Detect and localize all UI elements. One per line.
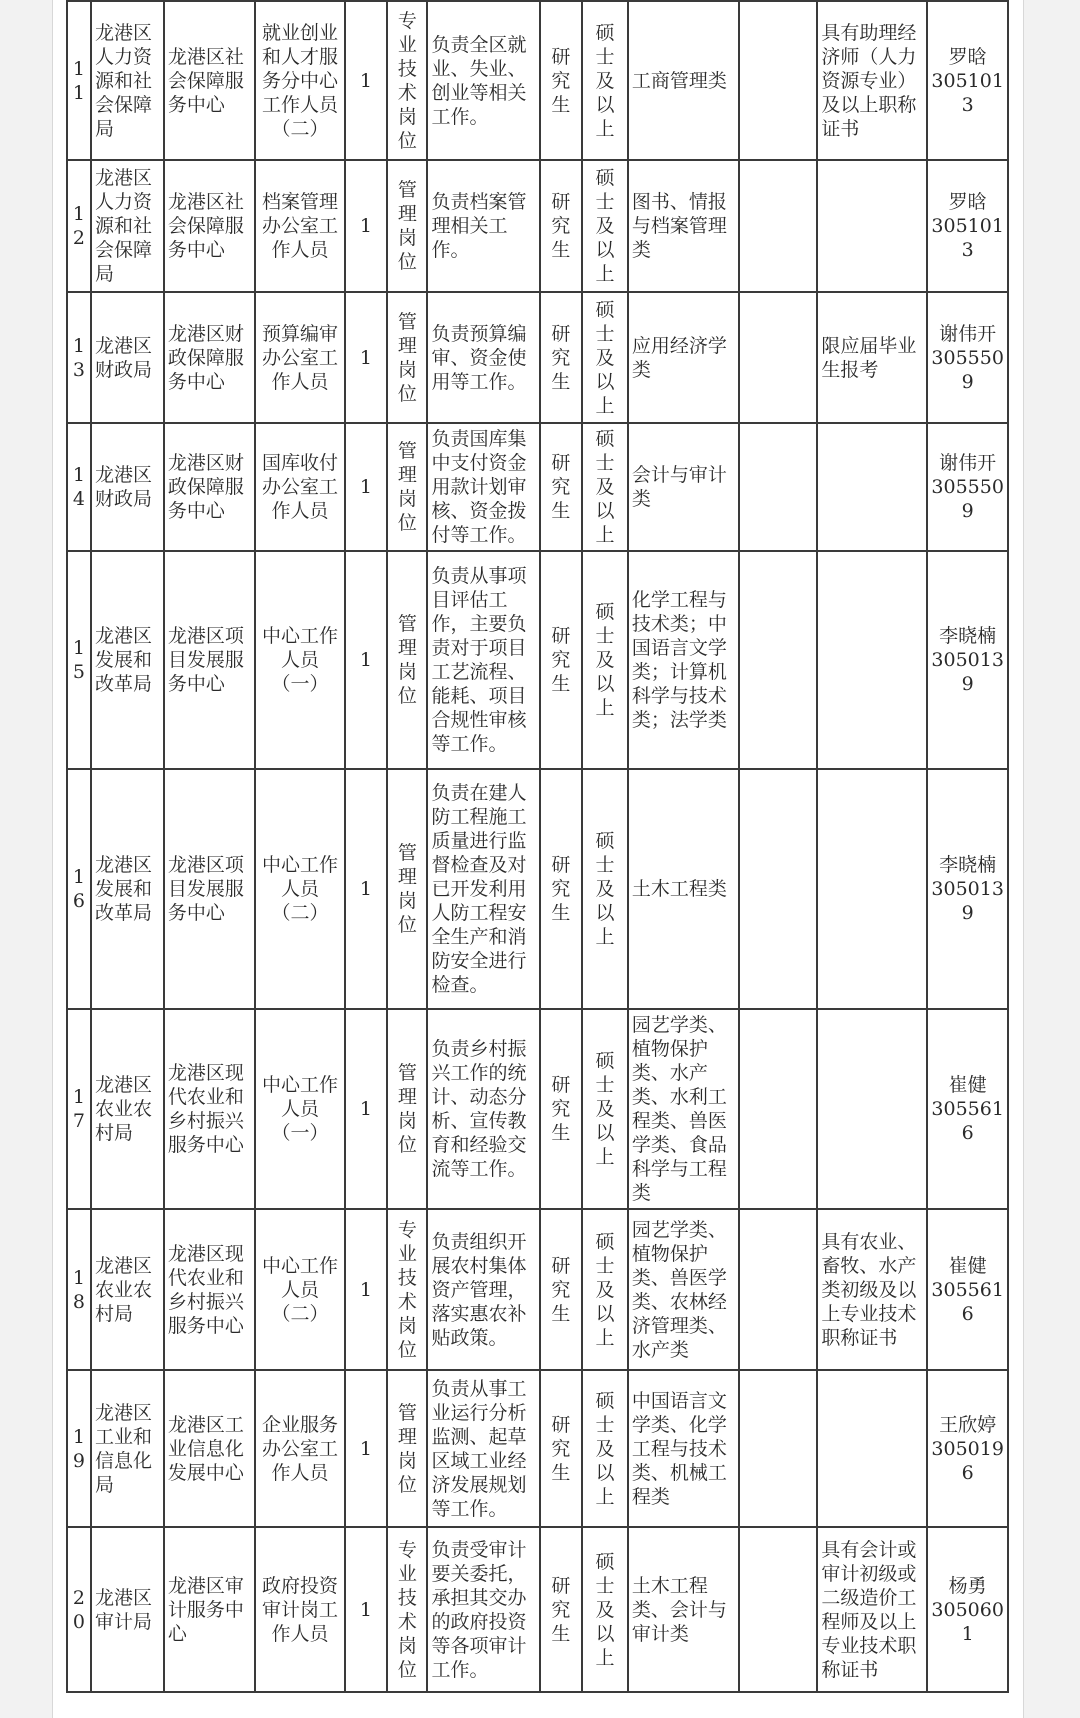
post-type-cell	[387, 769, 427, 1009]
degree-cell	[582, 292, 628, 423]
other-cell	[739, 1009, 817, 1209]
other-cell	[739, 292, 817, 423]
table-row	[67, 423, 1008, 551]
unit-cell: 龙港区工业信息化发展中心	[164, 1370, 255, 1527]
other-cell	[739, 1209, 817, 1370]
duty-cell: 负责从事项目评估工作，主要负责对于项目工艺流程、能耗、项目合规性审核等工作。	[427, 551, 539, 769]
other-cell	[739, 1, 817, 160]
degree-text: 硕士及以上	[595, 830, 615, 948]
contact-phone: 3051013	[931, 215, 1004, 261]
duty-cell: 负责档案管理相关工作。	[427, 160, 539, 292]
row-index: 12	[67, 160, 91, 292]
duty-cell: 负责受审计要关委托，承担其交办的政府投资等各项审计工作。	[427, 1527, 539, 1692]
post-type-text: 管理岗位	[397, 613, 417, 707]
education-cell	[540, 292, 582, 423]
contact-cell	[927, 1209, 1008, 1370]
department-cell: 龙港区农业农村局	[91, 1209, 164, 1370]
post-type-text: 管理岗位	[397, 1401, 417, 1496]
position-cell: 国库收付办公室工作人员	[255, 423, 344, 551]
major-cell: 园艺学类、植物保护类、兽医学类、农林经济管理类、水产类	[628, 1209, 739, 1370]
education-text: 研究生	[551, 191, 571, 261]
degree-cell	[582, 1009, 628, 1209]
unit-cell: 龙港区现代农业和乡村振兴服务中心	[164, 1009, 255, 1209]
degree-cell	[582, 160, 628, 292]
degree-cell	[582, 551, 628, 769]
row-index: 20	[67, 1527, 91, 1692]
contact-name: 崔健	[948, 1074, 987, 1096]
row-index: 18	[67, 1209, 91, 1370]
contact-phone: 3055509	[931, 346, 1004, 393]
position-cell: 企业服务办公室工作人员	[255, 1370, 344, 1527]
major-cell: 会计与审计类	[628, 423, 739, 551]
requirement-cell: 限应届毕业生报考	[817, 292, 927, 423]
contact-phone: 3050139	[931, 649, 1004, 695]
education-cell	[540, 551, 582, 769]
other-cell	[739, 551, 817, 769]
contact-phone: 3055616	[931, 1098, 1004, 1144]
table-row	[67, 1370, 1008, 1527]
education-text: 研究生	[551, 452, 571, 522]
table-row	[67, 769, 1008, 1009]
department-cell: 龙港区发展和改革局	[91, 551, 164, 769]
education-cell	[540, 1209, 582, 1370]
contact-phone: 3050601	[931, 1598, 1004, 1645]
post-type-cell	[387, 160, 427, 292]
post-type-cell	[387, 423, 427, 551]
post-type-text: 管理岗位	[397, 440, 417, 534]
degree-cell	[582, 423, 628, 551]
post-type-text: 专业技术岗位	[397, 1538, 417, 1681]
degree-text: 硕士及以上	[595, 21, 615, 140]
contact-cell	[927, 423, 1008, 551]
contact-name: 罗晗	[948, 45, 987, 68]
major-cell: 化学工程与技术类；中国语言文学类；计算机科学与技术类；法学类	[628, 551, 739, 769]
contact-name: 杨勇	[948, 1574, 987, 1597]
row-index: 15	[67, 551, 91, 769]
table-row	[67, 1, 1008, 160]
other-cell	[739, 423, 817, 551]
major-cell: 图书、情报与档案管理类	[628, 160, 739, 292]
requirement-cell	[817, 769, 927, 1009]
duty-cell: 负责预算编审、资金使用等工作。	[427, 292, 539, 423]
degree-text: 硕士及以上	[595, 167, 615, 285]
other-cell	[739, 1527, 817, 1692]
degree-text: 硕士及以上	[595, 601, 615, 719]
requirement-cell	[817, 1009, 927, 1209]
degree-cell	[582, 1209, 628, 1370]
contact-phone: 3051013	[931, 69, 1004, 116]
contact-name: 罗晗	[948, 191, 987, 213]
post-type-text: 专业技术岗位	[397, 9, 417, 152]
row-index: 17	[67, 1009, 91, 1209]
education-text: 研究生	[551, 322, 571, 393]
contact-phone: 3050196	[931, 1437, 1004, 1484]
education-text: 研究生	[551, 1074, 571, 1144]
row-index: 13	[67, 292, 91, 423]
department-cell: 龙港区人力资源和社会保障局	[91, 1, 164, 160]
position-cell: 政府投资审计岗工作人员	[255, 1527, 344, 1692]
count-cell: 1	[345, 1209, 387, 1370]
department-cell: 龙港区财政局	[91, 423, 164, 551]
contact-phone: 3050139	[931, 878, 1004, 924]
table-row	[67, 551, 1008, 769]
major-cell: 土木工程类	[628, 769, 739, 1009]
contact-name: 王欣婷	[939, 1413, 997, 1436]
post-type-cell	[387, 551, 427, 769]
position-cell: 中心工作人员（一）	[255, 551, 344, 769]
table-row	[67, 1209, 1008, 1370]
count-cell: 1	[345, 551, 387, 769]
other-cell	[739, 160, 817, 292]
table-row	[67, 1527, 1008, 1692]
degree-text: 硕士及以上	[595, 1050, 615, 1168]
row-index: 16	[67, 769, 91, 1009]
degree-text: 硕士及以上	[595, 428, 615, 546]
education-cell	[540, 160, 582, 292]
contact-phone: 3055509	[931, 476, 1004, 522]
education-cell	[540, 769, 582, 1009]
row-index: 19	[67, 1370, 91, 1527]
post-type-text: 管理岗位	[397, 1062, 417, 1156]
position-cell: 就业创业和人才服务分中心工作人员（二）	[255, 1, 344, 160]
contact-cell	[927, 1, 1008, 160]
count-cell: 1	[345, 423, 387, 551]
table-row	[67, 1009, 1008, 1209]
department-cell: 龙港区工业和信息化局	[91, 1370, 164, 1527]
duty-cell: 负责全区就业、失业、创业等相关工作。	[427, 1, 539, 160]
duty-cell: 负责组织开展农村集体资产管理，落实惠农补贴政策。	[427, 1209, 539, 1370]
count-cell: 1	[345, 1009, 387, 1209]
unit-cell: 龙港区现代农业和乡村振兴服务中心	[164, 1209, 255, 1370]
requirement-cell: 具有农业、畜牧、水产类初级及以上专业技术职称证书	[817, 1209, 927, 1370]
count-cell: 1	[345, 769, 387, 1009]
position-cell: 档案管理办公室工作人员	[255, 160, 344, 292]
department-cell: 龙港区发展和改革局	[91, 769, 164, 1009]
major-cell: 中国语言文学类、化学工程与技术类、机械工程类	[628, 1370, 739, 1527]
post-type-text: 管理岗位	[397, 310, 417, 405]
degree-cell	[582, 1370, 628, 1527]
duty-cell: 负责在建人防工程施工质量进行监督检查及对已开发利用人防工程安全生产和消防安全进行检查。	[427, 769, 539, 1009]
table-row	[67, 160, 1008, 292]
contact-cell	[927, 1009, 1008, 1209]
department-cell: 龙港区农业农村局	[91, 1009, 164, 1209]
duty-cell: 负责国库集中支付资金用款计划审核、资金拨付等工作。	[427, 423, 539, 551]
post-type-text: 专业技术岗位	[397, 1218, 417, 1361]
position-cell: 中心工作人员（二）	[255, 1209, 344, 1370]
post-type-cell	[387, 1, 427, 160]
contact-name: 李晓楠	[939, 625, 997, 647]
requirement-cell	[817, 423, 927, 551]
major-cell: 应用经济学类	[628, 292, 739, 423]
degree-cell	[582, 769, 628, 1009]
duty-cell: 负责从事工业运行分析监测、起草区域工业经济发展规划等工作。	[427, 1370, 539, 1527]
contact-cell	[927, 160, 1008, 292]
contact-cell	[927, 769, 1008, 1009]
contact-name: 崔健	[948, 1254, 987, 1277]
contact-name: 李晓楠	[939, 854, 997, 876]
contact-cell	[927, 1370, 1008, 1527]
contact-phone: 3055616	[931, 1278, 1004, 1325]
count-cell: 1	[345, 1527, 387, 1692]
post-type-cell	[387, 1209, 427, 1370]
department-cell: 龙港区人力资源和社会保障局	[91, 160, 164, 292]
contact-cell	[927, 1527, 1008, 1692]
other-cell	[739, 769, 817, 1009]
unit-cell: 龙港区财政保障服务中心	[164, 292, 255, 423]
education-cell	[540, 1370, 582, 1527]
post-type-cell	[387, 1009, 427, 1209]
contact-cell	[927, 551, 1008, 769]
post-type-cell	[387, 292, 427, 423]
education-text: 研究生	[551, 854, 571, 924]
count-cell: 1	[345, 1, 387, 160]
requirement-cell: 具有助理经济师（人力资源专业）及以上职称证书	[817, 1, 927, 160]
requirement-cell	[817, 160, 927, 292]
duty-cell: 负责乡村振兴工作的统计、动态分析、宣传教育和经验交流等工作。	[427, 1009, 539, 1209]
contact-name: 谢伟开	[939, 322, 997, 345]
education-text: 研究生	[551, 1413, 571, 1484]
education-text: 研究生	[551, 45, 571, 116]
unit-cell: 龙港区社会保障服务中心	[164, 1, 255, 160]
requirement-cell	[817, 551, 927, 769]
education-text: 研究生	[551, 625, 571, 695]
degree-text: 硕士及以上	[595, 1550, 615, 1669]
position-cell: 中心工作人员（二）	[255, 769, 344, 1009]
education-text: 研究生	[551, 1254, 571, 1325]
unit-cell: 龙港区项目发展服务中心	[164, 769, 255, 1009]
other-cell	[739, 1370, 817, 1527]
education-text: 研究生	[551, 1574, 571, 1645]
unit-cell: 龙港区项目发展服务中心	[164, 551, 255, 769]
education-cell	[540, 1527, 582, 1692]
document-page	[52, 0, 1024, 1718]
position-cell: 预算编审办公室工作人员	[255, 292, 344, 423]
row-index: 11	[67, 1, 91, 160]
count-cell: 1	[345, 160, 387, 292]
education-cell	[540, 1009, 582, 1209]
position-cell: 中心工作人员（一）	[255, 1009, 344, 1209]
unit-cell: 龙港区社会保障服务中心	[164, 160, 255, 292]
contact-name: 谢伟开	[939, 452, 997, 474]
major-cell: 园艺学类、植物保护类、水产类、水利工程类、兽医学类、食品科学与工程类	[628, 1009, 739, 1209]
count-cell: 1	[345, 1370, 387, 1527]
count-cell: 1	[345, 292, 387, 423]
table-row	[67, 292, 1008, 423]
unit-cell: 龙港区财政保障服务中心	[164, 423, 255, 551]
post-type-cell	[387, 1370, 427, 1527]
contact-cell	[927, 292, 1008, 423]
post-type-cell	[387, 1527, 427, 1692]
unit-cell: 龙港区审计服务中心	[164, 1527, 255, 1692]
recruitment-table	[66, 0, 1009, 1693]
department-cell: 龙港区财政局	[91, 292, 164, 423]
requirement-cell: 具有会计或审计初级或二级造价工程师及以上专业技术职称证书	[817, 1527, 927, 1692]
major-cell: 土木工程类、会计与审计类	[628, 1527, 739, 1692]
degree-text: 硕士及以上	[595, 1389, 615, 1508]
department-cell: 龙港区审计局	[91, 1527, 164, 1692]
row-index: 14	[67, 423, 91, 551]
post-type-text: 管理岗位	[397, 179, 417, 273]
requirement-cell	[817, 1370, 927, 1527]
degree-text: 硕士及以上	[595, 1230, 615, 1349]
post-type-text: 管理岗位	[397, 842, 417, 936]
major-cell: 工商管理类	[628, 1, 739, 160]
degree-text: 硕士及以上	[595, 298, 615, 417]
education-cell	[540, 423, 582, 551]
education-cell	[540, 1, 582, 160]
degree-cell	[582, 1527, 628, 1692]
degree-cell	[582, 1, 628, 160]
